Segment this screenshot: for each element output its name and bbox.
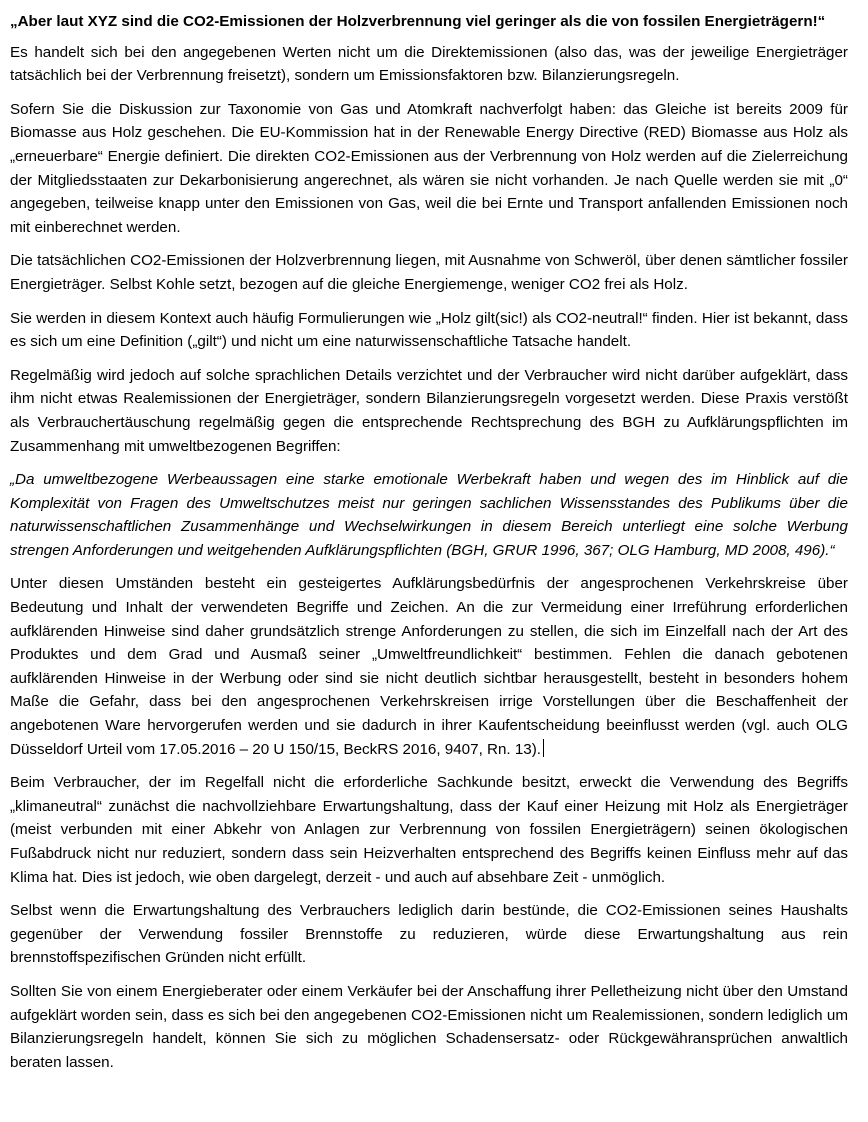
paragraph-actual-emissions: Die tatsächlichen CO2-Emissionen der Holzverbrennung liegen, mit Ausnahme von Schweröl, über denen sämtlicher fossiler Energieträger. Selbst Kohle setzt, bezogen auf die gleiche Energiemenge, weniger CO2 frei als Holz. — [10, 252, 848, 293]
text-cursor — [543, 739, 544, 757]
paragraph-consumer-deception: Regelmäßig wird jedoch auf solche sprachlichen Details verzichtet und der Verbraucher wird nicht darüber aufgeklärt, dass ihm nicht etwas Realemissionen der Energieträger, sondern Bilanzierungsregeln vorgesetzt werden. Diese Praxis verstößt als Verbrauchertäuschung regelmäßig gegen die entsprechende Rechtsprechung des BGH zu Aufklärungspflichten im Zusammenhang mit umweltbezogenen Begriffen: — [10, 366, 848, 455]
paragraph-climate-neutral: Beim Verbraucher, der im Regelfall nicht die erforderliche Sachkunde besitzt, erweckt die Verwendung des Begriffs „klimaneutral“ zunächst die nachvollziehbare Erwartungshaltung, dass der Kauf einer Heizung mit Holz als Energieträger (meist verbunden mit einer Abkehr von Anlagen zur Verbrennung von fossilen Energieträgern) seinen ökologischen Fußabdruck nicht nur reduziert, sondern dass sein Heizverhalten entsprechend des Begriffs keinen Einfluss mehr auf das Klima hat. Dies ist jedoch, wie oben dargelegt, derzeit - und auch auf absehbare Zeit - unmöglich. — [10, 774, 848, 886]
document-title: „Aber laut XYZ sind die CO2-Emissionen der Holzverbrennung viel geringer als die von fossilen Energieträgern!“ — [10, 13, 826, 30]
paragraph-taxonomy: Sofern Sie die Diskussion zur Taxonomie von Gas und Atomkraft nachverfolgt haben: das Gleiche ist bereits 2009 für Biomasse aus Holz geschehen. Die EU-Kommission hat in der Renewable Energy Directive (RED) Biomasse aus Holz als „erneuerbare“ Energie definiert. Die direkten CO2-Emissionen aus der Verbrennung von Holz werden auf die Zielerreichung der Mitgliedsstaaten zur Dekarbonisierung angerechnet, als wären sie nicht vorhanden. Je nach Quelle werden sie mit „0“ angegeben, teilweise knapp unter den Emissionen von Gas, weil die bei Ernte und Transport anfallenden Emissionen noch mit einberechnet werden. — [10, 100, 848, 236]
paragraph-co2-neutral-wording: Sie werden in diesem Kontext auch häufig Formulierungen wie „Holz gilt(sic!) als CO2-neutral!“ finden. Hier ist bekannt, dass es sich um eine Definition („gilt“) und nicht um eine naturwissenschaftliche Tatsache handelt. — [10, 309, 848, 351]
paragraph-expectation: Selbst wenn die Erwartungshaltung des Verbrauchers lediglich darin bestünde, die CO2-Emissionen seines Haushalts gegenüber der Verwendung fossiler Brennstoffe zu reduzieren, würde diese Erwartungshaltung aus rein brennstoffspezifischen Gründen nicht erfüllt. — [10, 902, 848, 967]
paragraph-information-needs — [10, 572, 848, 761]
paragraph-legal-advice: Sollten Sie von einem Energieberater oder einem Verkäufer bei der Anschaffung ihrer Pelletheizung nicht über den Umstand aufgeklärt worden sein, dass es sich bei den angegebenen CO2-Emissionen nicht um Realemissionen, sondern lediglich um Bilanzierungsregeln handelt, können Sie sich zu möglichen Schadensersatz- oder Rückgewähransprüchen anwaltlich beraten lassen. — [10, 982, 848, 1071]
document-page — [10, 10, 848, 1084]
paragraph-direct-emissions: Es handelt sich bei den angegebenen Werten nicht um die Direktemissionen (also das, was der jeweilige Energieträger tatsächlich bei der Verbrennung freisetzt), sondern um Emissionsfaktoren bzw. Bilanzierungsregeln. — [10, 43, 848, 85]
paragraph-information-needs-text: Unter diesen Umständen besteht ein gesteigertes Aufklärungsbedürfnis der angesprochenen Verkehrskreise über Bedeutung und Inhalt der verwendeten Begriffe und Zeichen. An die zur Vermeidung einer Irreführung erforderlichen aufklärenden Hinweise sind daher grundsätzlich strenge Anforderungen zu stellen, die sich im Einzelfall nach der Art des Produktes und dem Grad und Ausmaß seiner „Umweltfreundlichkeit“ bestimmen. Fehlen die danach gebotenen aufklärenden Hinweise in der Werbung oder sind sie nicht deutlich sichtbar herausgestellt, besteht in besonders hohem Maße die Gefahr, dass bei den angesprochenen Verkehrskreisen irrige Vorstellungen über die Beschaffenheit der angebotenen Ware hervorgerufen werden und sie dadurch in ihrer Kaufentscheidung beeinflusst werden (vgl. auch OLG Düsseldorf Urteil vom 17.05.2016 – 20 U 150/15, BeckRS 2016, 9407, Rn. 13). — [10, 575, 848, 758]
bgh-quote: „Da umweltbezogene Werbeaussagen eine starke emotionale Werbekraft haben und wegen des im Hinblick auf die Komplexität von Fragen des Umweltschutzes meist nur geringen sachlichen Wissensstandes des Publikums über die naturwissenschaftlichen Zusammenhänge und Wechselwirkungen in diesem Bereich unterliegt eine solche Werbung strengen Anforderungen und weitgehenden Aufklärungspflichten (BGH, GRUR 1996, 367; OLG Hamburg, MD 2008, 496).“ — [10, 471, 848, 559]
